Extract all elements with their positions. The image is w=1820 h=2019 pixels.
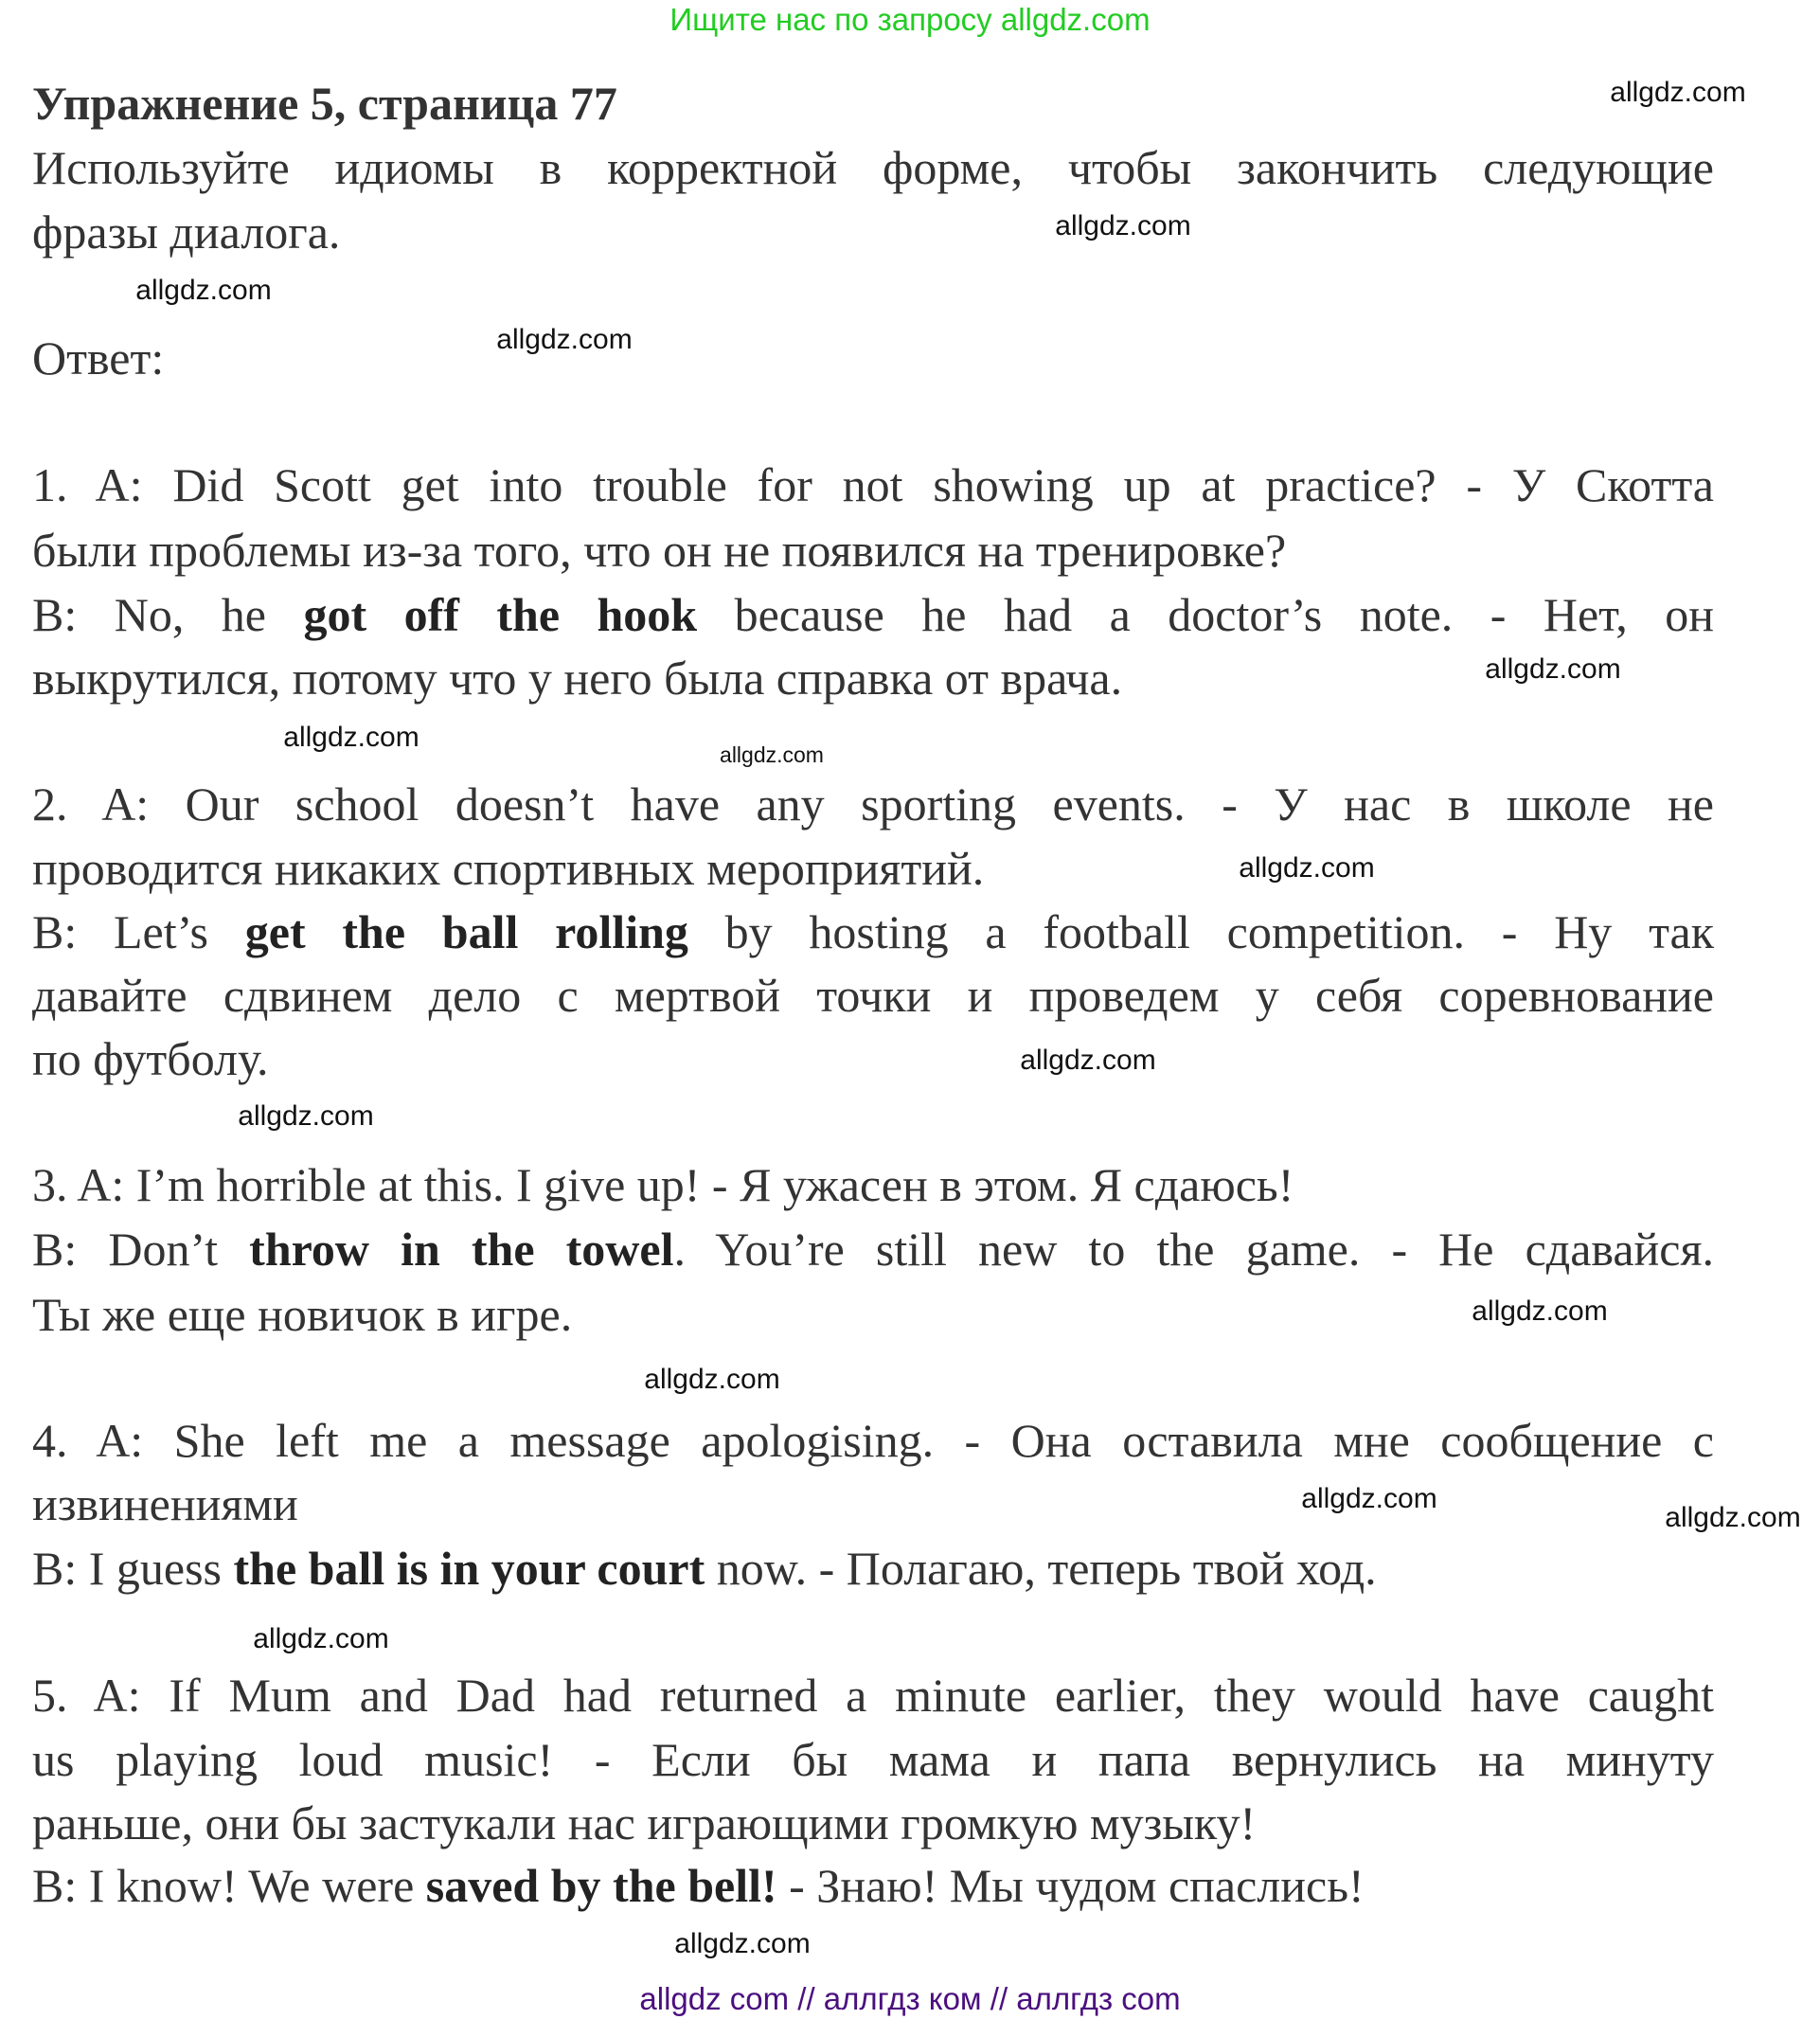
task-line: фразы диалога. — [32, 205, 341, 259]
answer-line: по футболу. — [32, 1032, 269, 1085]
answer-line: us playing loud music! - Если бы мама и папа вернулись на минуту — [32, 1733, 1714, 1786]
watermark: allgdz.com — [1020, 1045, 1156, 1076]
answer-line: проводится никаких спортивных мероприятий. — [32, 842, 985, 895]
task-line: Используйте идиомы в корректной форме, чтобы закончить следующие — [32, 141, 1714, 194]
answer-line: выкрутился, потому что у него была справка от врача. — [32, 652, 1123, 705]
answer-line: давайте сдвинем дело с мертвой точки и проведем у себя соревнование — [32, 969, 1714, 1022]
answer-line: 5. A: If Mum and Dad had returned a minute earlier, they would have caught — [32, 1669, 1714, 1722]
page-title: Упражнение 5, страница 77 — [32, 77, 617, 130]
answer-line — [32, 900, 1714, 964]
watermark: allgdz.com — [1485, 653, 1621, 685]
answer-line: 4. A: She left me a message apologising. - Она оставила мне сообщение с — [32, 1414, 1714, 1467]
watermark: allgdz.com — [283, 722, 419, 753]
text: B: Let’s — [32, 905, 245, 958]
watermark: allgdz.com — [238, 1100, 374, 1132]
watermark: allgdz.com — [253, 1623, 389, 1654]
watermark: allgdz.com — [135, 275, 272, 306]
idiom: got off the hook — [303, 588, 698, 641]
watermark: allgdz.com — [1610, 77, 1746, 108]
idiom: throw in the towel — [249, 1223, 674, 1276]
answer-line — [32, 1217, 1714, 1281]
watermark: allgdz.com — [1665, 1502, 1801, 1533]
text: B: I guess — [32, 1542, 234, 1595]
watermark: allgdz.com — [1239, 852, 1375, 884]
watermark: allgdz.com — [644, 1364, 780, 1395]
watermark: allgdz.com — [496, 324, 633, 355]
text: - Знаю! Мы чудом спаслись! — [776, 1859, 1365, 1912]
top-banner[interactable]: Ищите нас по запросу allgdz.com — [669, 2, 1151, 37]
answer-line: Ты же еще новичок в игре. — [32, 1288, 573, 1341]
text: because he had a doctor’s note. - Нет, он — [697, 588, 1714, 641]
answer-line — [32, 1536, 1714, 1600]
text: by hosting a football competition. - Ну так — [687, 905, 1715, 958]
answer-line: раньше, они бы застукали нас играющими громкую музыку! — [32, 1796, 1257, 1849]
watermark: allgdz.com — [674, 1928, 811, 1959]
answer-line: 2. A: Our school doesn’t have any sporting events. - У нас в школе не — [32, 777, 1714, 831]
answer-line: извинениями — [32, 1477, 298, 1530]
watermark: allgdz.com — [1472, 1295, 1608, 1327]
text: B: I know! We were — [32, 1859, 426, 1912]
answer-line: 1. A: Did Scott get into trouble for not showing up at practice? - У Скотта — [32, 458, 1714, 511]
watermark: allgdz.com — [1301, 1483, 1437, 1514]
watermark: allgdz.com — [720, 742, 824, 767]
text: . You’re still new to the game. - Не сдавайся. — [673, 1223, 1714, 1276]
idiom: get the ball rolling — [244, 905, 688, 958]
answer-label: Ответ: — [32, 331, 165, 384]
watermark: allgdz.com — [1055, 210, 1191, 241]
idiom: the ball is in your court — [233, 1542, 705, 1595]
text: now. - Полагаю, теперь твой ход. — [705, 1542, 1377, 1595]
text: B: No, he — [32, 588, 304, 641]
answer-line — [32, 582, 1714, 647]
text: B: Don’t — [32, 1223, 250, 1276]
answer-line: были проблемы из-за того, что он не появился на тренировке? — [32, 524, 1287, 577]
answer-line — [32, 1853, 1714, 1918]
idiom: saved by the bell! — [425, 1859, 777, 1912]
answer-line: 3. A: I’m horrible at this. I give up! - Я ужасен в этом. Я сдаюсь! — [32, 1158, 1294, 1211]
footer-links[interactable]: allgdz com // аллгдз ком // аллгдз com — [639, 1981, 1181, 2016]
